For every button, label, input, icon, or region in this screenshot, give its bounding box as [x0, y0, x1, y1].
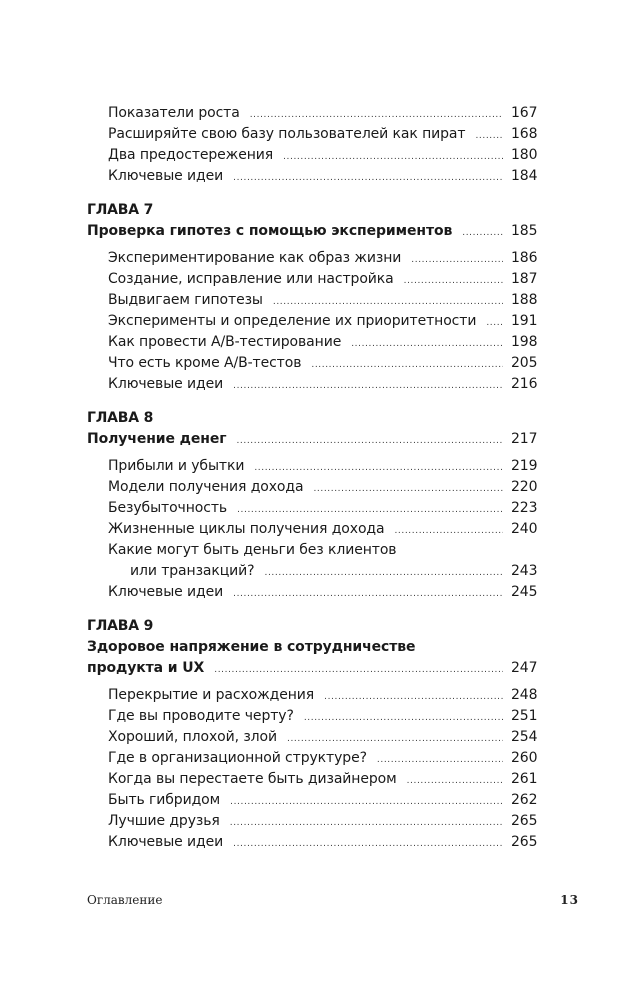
- chapter-title: Здоровое напряжение в сотрудничестве: [87, 639, 416, 655]
- dot-leader: [233, 168, 503, 189]
- toc-entry-label: Ключевые идеи: [108, 376, 224, 392]
- toc-entry-page: 168: [511, 126, 538, 142]
- toc-entry-page: 261: [511, 771, 538, 787]
- dot-leader: [233, 584, 503, 605]
- dot-leader: [407, 771, 503, 792]
- toc-entry-label: Экспериментирование как образ жизни: [108, 250, 402, 266]
- chapter-page: 185: [511, 223, 538, 239]
- dot-leader: [265, 563, 503, 584]
- toc-entry[interactable]: [87, 145, 537, 166]
- toc-entry[interactable]: [87, 166, 537, 187]
- toc-entry-page: 248: [511, 687, 538, 703]
- toc-entry[interactable]: [87, 290, 537, 311]
- toc-entry[interactable]: [87, 790, 537, 811]
- toc-entry-continuation[interactable]: [87, 561, 537, 582]
- chapter-title-continued: продукта и UX: [87, 660, 205, 676]
- toc-entry-page: 254: [511, 729, 538, 745]
- dot-leader: [236, 431, 503, 452]
- toc-entry-page: 205: [511, 355, 538, 371]
- toc-entry-label: Жизненные циклы получения дохода: [108, 521, 385, 537]
- dot-leader: [486, 313, 503, 334]
- toc-entry-label: Ключевые идеи: [108, 168, 224, 184]
- dot-leader: [351, 334, 503, 355]
- chapter-title-continuation[interactable]: [87, 658, 537, 679]
- toc-entry[interactable]: [87, 498, 537, 519]
- toc-entry-label: Когда вы перестаете быть дизайнером: [108, 771, 397, 787]
- page-number: 13: [560, 893, 579, 907]
- chapter-page: 247: [511, 660, 538, 676]
- dot-leader: [394, 521, 503, 542]
- toc-entry-label: Ключевые идеи: [108, 834, 224, 850]
- toc-entry-page: 187: [511, 271, 538, 287]
- toc-entry-page: 167: [511, 105, 538, 121]
- toc-entry-label: Где вы проводите черту?: [108, 708, 294, 724]
- toc-entry-page: 260: [511, 750, 538, 766]
- page-footer: [87, 893, 579, 907]
- toc-entry-label: Что есть кроме A/B-тестов: [108, 355, 302, 371]
- toc-entry-label: Прибыли и убытки: [108, 458, 245, 474]
- toc-entry-page: 180: [511, 147, 538, 163]
- toc-entry-page: 245: [511, 584, 538, 600]
- toc-entry-label: Модели получения дохода: [108, 479, 304, 495]
- toc-entry-page: 219: [511, 458, 538, 474]
- toc-entry[interactable]: [87, 727, 537, 748]
- toc-entry-label: Где в организационной структуре?: [108, 750, 367, 766]
- dot-leader: [324, 687, 503, 708]
- toc-entry-label: Создание, исправление или настройка: [108, 271, 394, 287]
- toc-entry-page: 262: [511, 792, 538, 808]
- toc-entry-label: Какие могут быть деньги без клиентов: [108, 542, 397, 558]
- dot-leader: [233, 376, 503, 397]
- chapter-heading: ГЛАВА 9: [87, 618, 154, 634]
- toc-entry-label: Перекрытие и расхождения: [108, 687, 315, 703]
- dot-leader: [462, 223, 503, 244]
- toc-entry-label: Выдвигаем гипотезы: [108, 292, 263, 308]
- toc-entry-label: Быть гибридом: [108, 792, 221, 808]
- dot-leader: [233, 834, 503, 855]
- chapter-heading: ГЛАВА 7: [87, 202, 154, 218]
- toc-entry-label: Два предостережения: [108, 147, 274, 163]
- toc-entry[interactable]: [87, 269, 537, 290]
- toc-entry[interactable]: [87, 582, 537, 603]
- toc-entry-page: 243: [511, 563, 538, 579]
- toc-entry[interactable]: [87, 769, 537, 790]
- toc-entry-label: Показатели роста: [108, 105, 240, 121]
- toc-entry[interactable]: [87, 832, 537, 853]
- chapter-title: Получение денег: [87, 431, 227, 447]
- toc-entry-page: 188: [511, 292, 538, 308]
- dot-leader: [214, 660, 503, 681]
- toc-entry-label: Эксперименты и определение их приоритетности: [108, 313, 477, 329]
- dot-leader: [287, 729, 503, 750]
- toc-entry[interactable]: [87, 540, 537, 561]
- toc-entry[interactable]: [87, 374, 537, 395]
- dot-leader: [230, 813, 503, 834]
- running-title: Оглавление: [87, 893, 163, 907]
- toc-entry-page: 240: [511, 521, 538, 537]
- toc-entry-label: Хороший, плохой, злой: [108, 729, 277, 745]
- toc-entry[interactable]: [87, 311, 537, 332]
- toc-entry-page: 220: [511, 479, 538, 495]
- chapter-title: Проверка гипотез с помощью экспериментов: [87, 223, 453, 239]
- toc-entry[interactable]: [87, 706, 537, 727]
- dot-leader: [311, 355, 503, 376]
- toc-entry[interactable]: [87, 748, 537, 769]
- toc-entry-page: 186: [511, 250, 538, 266]
- table-of-contents: [87, 103, 537, 853]
- toc-entry-label: Расширяйте свою базу пользователей как пират: [108, 126, 466, 142]
- dot-leader: [411, 250, 503, 271]
- dot-leader: [250, 105, 503, 126]
- toc-entry-page: 265: [511, 834, 538, 850]
- dot-leader: [304, 708, 503, 729]
- toc-entry-page: 265: [511, 813, 538, 829]
- dot-leader: [475, 126, 503, 147]
- toc-entry-page: 191: [511, 313, 538, 329]
- toc-entry[interactable]: [87, 248, 537, 269]
- toc-entry-page: 223: [511, 500, 538, 516]
- dot-leader: [237, 500, 503, 521]
- chapter-title-entry[interactable]: [87, 221, 537, 242]
- chapter-title-entry[interactable]: [87, 429, 537, 450]
- toc-entry-page: 251: [511, 708, 538, 724]
- chapter-title-entry[interactable]: [87, 637, 537, 658]
- toc-entry[interactable]: [87, 124, 537, 145]
- dot-leader: [404, 271, 503, 292]
- toc-entry-label: Безубыточность: [108, 500, 228, 516]
- dot-leader: [377, 750, 503, 771]
- toc-entry[interactable]: [87, 103, 537, 124]
- dot-leader: [273, 292, 503, 313]
- toc-entry[interactable]: [87, 685, 537, 706]
- toc-entry-label: Как провести A/B-тестирование: [108, 334, 342, 350]
- toc-entry-page: 184: [511, 168, 538, 184]
- toc-entry[interactable]: [87, 353, 537, 374]
- dot-leader: [230, 792, 503, 813]
- toc-entry[interactable]: [87, 477, 537, 498]
- dot-leader: [283, 147, 503, 168]
- toc-entry-page: 198: [511, 334, 538, 350]
- toc-entry-label: Лучшие друзья: [108, 813, 220, 829]
- toc-entry[interactable]: [87, 332, 537, 353]
- toc-entry-label: Ключевые идеи: [108, 584, 224, 600]
- toc-entry[interactable]: [87, 811, 537, 832]
- toc-entry-page: 216: [511, 376, 538, 392]
- dot-leader: [254, 458, 503, 479]
- chapter-heading: ГЛАВА 8: [87, 410, 154, 426]
- toc-entry-label-continued: или транзакций?: [130, 563, 255, 579]
- chapter-page: 217: [511, 431, 538, 447]
- dot-leader: [313, 479, 503, 500]
- toc-entry[interactable]: [87, 456, 537, 477]
- toc-entry[interactable]: [87, 519, 537, 540]
